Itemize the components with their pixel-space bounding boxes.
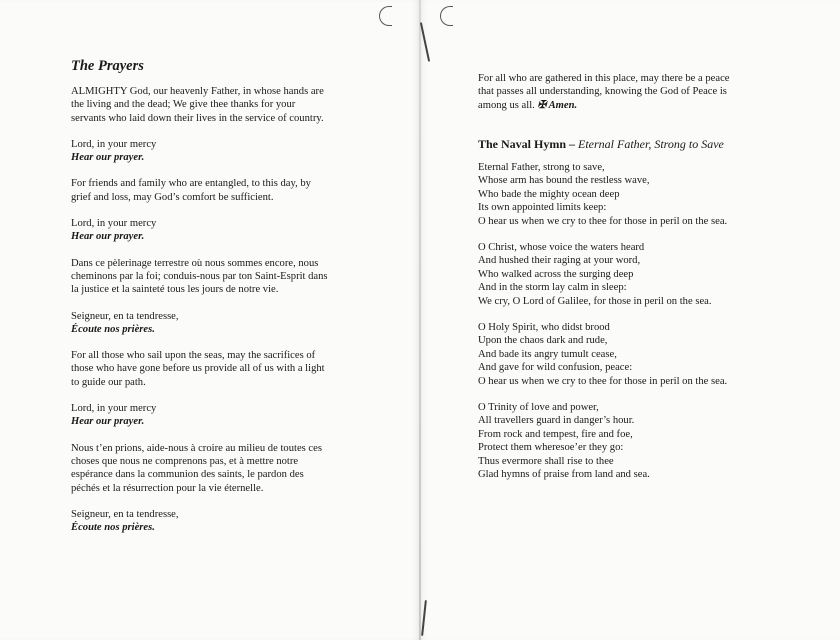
prayer-response: Hear our prayer. <box>71 152 145 164</box>
closing-line: that passes all understanding, knowing the God of Peace is <box>478 86 727 98</box>
prayer-line: servants who laid down their lives in the service of country. <box>71 112 324 124</box>
hymn-line: And bade its angry tumult cease, <box>478 348 617 360</box>
prayer-response: Hear our prayer. <box>71 416 145 428</box>
hymn-title <box>478 137 778 152</box>
prayer-line: péchés et la résurrection pour la vie éternelle. <box>71 482 264 494</box>
prayer-response-block <box>71 138 361 165</box>
hymn-verse <box>478 241 778 308</box>
prayer-response-block <box>71 402 361 429</box>
prayer-paragraph <box>71 257 361 297</box>
prayers-blocks <box>71 85 361 534</box>
hymn-line: And in the storm lay calm in sleep: <box>478 282 627 294</box>
prayers-section <box>71 58 361 534</box>
hymn-verse <box>478 161 778 228</box>
prayer-paragraph <box>71 349 361 389</box>
prayer-response-block <box>71 217 361 244</box>
closing-prayer <box>478 72 778 112</box>
prayer-line: For friends and family who are entangled, to this day, by <box>71 178 311 190</box>
prayer-paragraph <box>71 442 361 495</box>
prayer-line: Seigneur, en ta tendresse, <box>71 508 179 520</box>
hymn-verse <box>478 321 778 388</box>
prayer-line: choses que nous ne comprenons pas, et à mettre notre <box>71 455 299 467</box>
prayer-response: Écoute nos prières. <box>71 323 155 335</box>
prayer-paragraph <box>71 177 361 204</box>
hymn-line: Eternal Father, strong to save, <box>478 161 605 173</box>
prayer-line: the living and the dead; We give thee thanks for your <box>71 99 296 111</box>
prayer-line: grief and loss, may God’s comfort be sufficient. <box>71 191 274 203</box>
prayer-response-block <box>71 310 361 337</box>
prayer-line: For all those who sail upon the seas, may the sacrifices of <box>71 350 316 362</box>
prayer-line: Dans ce pèlerinage terrestre où nous sommes encore, nous <box>71 257 319 269</box>
prayer-line: ALMIGHTY God, our heavenly Father, in whose hands are <box>71 86 324 97</box>
hymn-line: And gave for wild confusion, peace: <box>478 362 633 374</box>
binder-ring-left-icon <box>379 6 392 26</box>
prayer-line: Seigneur, en ta tendresse, <box>71 310 179 322</box>
amen-response: ✠ Amen. <box>537 99 578 111</box>
hymn-line: All travellers guard in danger’s hour. <box>478 415 635 427</box>
hymn-line: O Christ, whose voice the waters heard <box>478 241 645 253</box>
prayer-line: Lord, in your mercy <box>71 138 157 150</box>
hymn-line: And hushed their raging at your word, <box>478 255 641 267</box>
closing-line <box>478 99 778 112</box>
prayer-paragraph <box>71 85 361 125</box>
hymn-title-text: The Naval Hymn – <box>478 136 579 151</box>
binder-ring-right-icon <box>440 6 453 26</box>
hymn-line: Who walked across the surging deep <box>478 268 634 280</box>
hymn-line: Whose arm has bound the restless wave, <box>478 175 650 187</box>
hymn-line: Its own appointed limits keep: <box>478 202 607 214</box>
hymn-line: O Holy Spirit, who didst brood <box>478 321 610 333</box>
prayer-line: Lord, in your mercy <box>71 403 157 415</box>
hymn-line: Thus evermore shall rise to thee <box>478 455 614 467</box>
hymn-line: Upon the chaos dark and rude, <box>478 335 608 347</box>
prayer-line: Lord, in your mercy <box>71 218 157 230</box>
prayer-line: cheminons par la foi; conduis-nous par ton Saint-Esprit dans <box>71 270 328 282</box>
closing-line: For all who are gathered in this place, may there be a peace <box>478 73 730 84</box>
hymn-page-content <box>478 72 778 481</box>
hymn-line: Who bade the mighty ocean deep <box>478 188 620 200</box>
prayer-line: to guide our path. <box>71 376 146 388</box>
prayers-title: The Prayers <box>71 58 144 74</box>
prayer-line: Nous t’en prions, aide-nous à croire au milieu de toutes ces <box>71 442 322 454</box>
hymn-verses <box>478 161 778 482</box>
hymn-verse <box>478 401 778 481</box>
prayer-line: la justice et la sainteté tous les jours de notre vie. <box>71 284 279 296</box>
hymn-line: O hear us when we cry to thee for those in peril on the sea. <box>478 375 728 387</box>
prayer-response-block <box>71 508 361 535</box>
hymn-line: We cry, O Lord of Galilee, for those in peril on the sea. <box>478 295 712 307</box>
hymn-line: O Trinity of love and power, <box>478 401 599 413</box>
hymn-line: From rock and tempest, fire and foe, <box>478 428 633 440</box>
hymn-line: O hear us when we cry to thee for those in peril on the sea. <box>478 215 728 227</box>
prayer-response: Écoute nos prières. <box>71 522 155 534</box>
hymn-subtitle: Eternal Father, Strong to Save <box>578 136 724 151</box>
closing-line-text: among us all. <box>478 99 538 111</box>
hymn-line: Protect them wheresoe’er they go: <box>478 442 624 454</box>
prayer-response: Hear our prayer. <box>71 231 145 243</box>
prayer-line: espérance dans la communion des saints, le pardon des <box>71 469 304 481</box>
prayer-line: those who have gone before us provide all of us with a light <box>71 363 325 375</box>
hymn-line: Glad hymns of praise from land and sea. <box>478 469 650 481</box>
booklet-spine <box>419 0 421 640</box>
